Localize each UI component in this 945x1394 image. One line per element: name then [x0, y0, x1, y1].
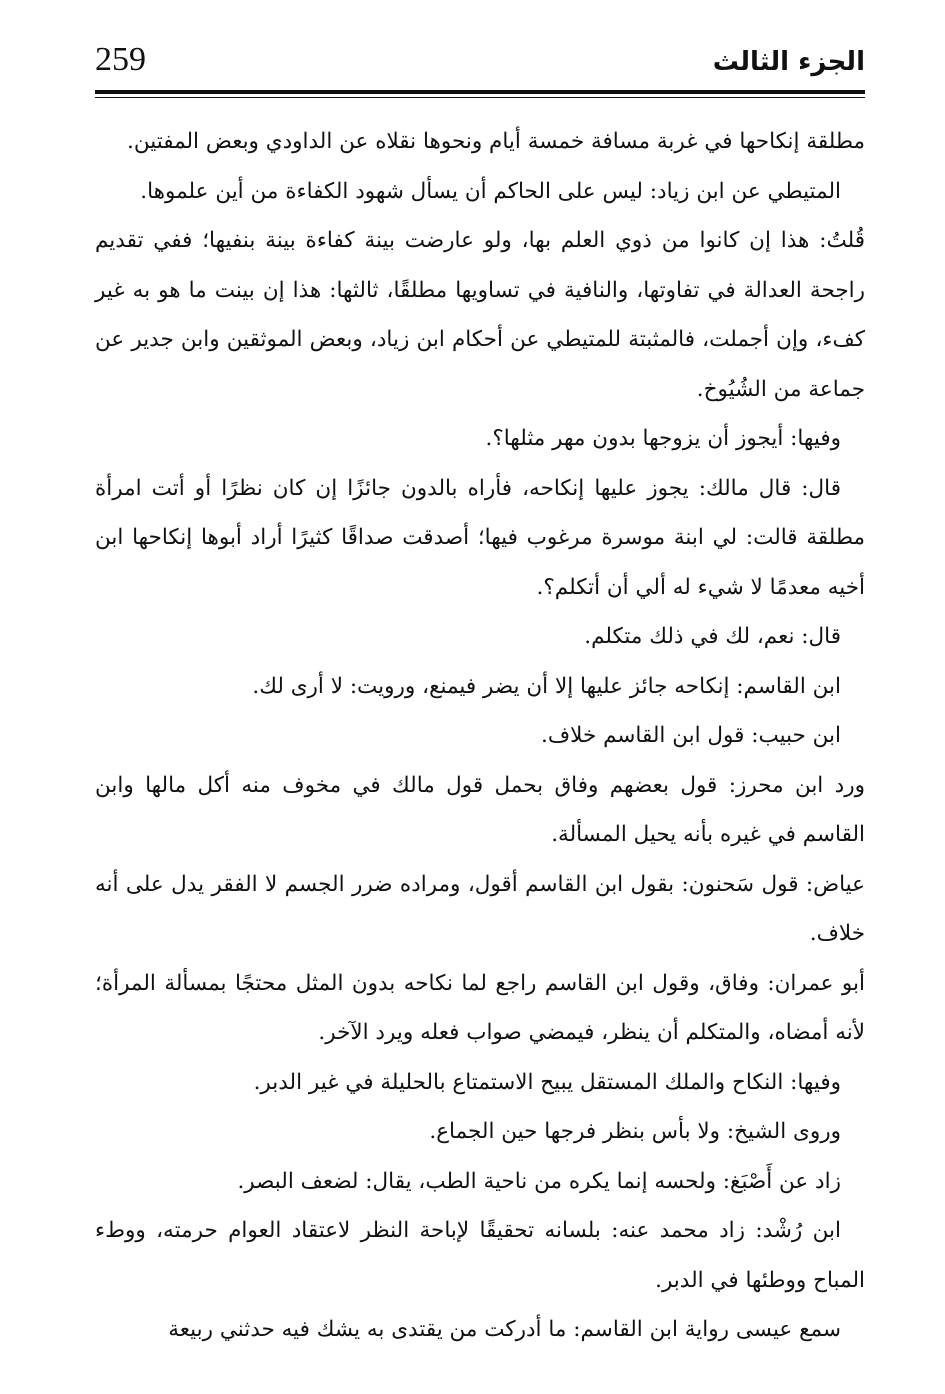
header-rule-thick: [95, 90, 865, 94]
body-text: [95, 117, 865, 1355]
paragraph: قُلتُ: هذا إن كانوا من ذوي العلم بها، ولو عارضت بينة كفاءة بينة بنفيها؛ ففي تقديم راجحة العدالة في تفاوتها، والنافية في تساويها مطلقًا، ثالثها: هذا إن بينت ما هو به غير كفء، وإن أجملت، فالمثبتة للمتيطي عن أحكام ابن زياد، وبعض الموثقين وابن جدير عن جماعة من الشُيُوخ.: [95, 228, 865, 402]
running-head: الجزء الثالث: [712, 47, 865, 77]
paragraph: ابن حبيب: قول ابن القاسم خلاف.: [541, 723, 841, 748]
paragraph: وفيها: النكاح والملك المستقل يبيح الاستمتاع بالحليلة في غير الدبر.: [253, 1069, 841, 1095]
paragraph: أبو عمران: وفاق، وقول ابن القاسم راجع لما نكاحه بدون المثل محتجًا بمسألة المرأة؛ لأنه أمضاه، والمتكلم أن ينظر، فيمضي صواب فعله ويرد الآخر.: [95, 970, 865, 1045]
paragraph: وفيها: أيجوز أن يزوجها بدون مهر مثلها؟.: [485, 426, 841, 451]
page-header: [95, 38, 865, 94]
paragraph: قال: قال مالك: يجوز عليها إنكاحه، فأراه بالدون جائزًا إن كان نظرًا أو أتت امرأة مطلقة قالت: لي ابنة موسرة مرغوب فيها؛ أصدقت صداقًا كثيرًا أراد أبوها إنكاحها ابن أخيه معدمًا لا شيء له ألي أن أتكلم؟.: [95, 475, 865, 600]
paragraph: قال: نعم، لك في ذلك متكلم.: [584, 624, 841, 649]
page-number: 259: [95, 41, 146, 78]
header-rule-thin: [95, 97, 865, 98]
paragraph: ابن القاسم: إنكاحه جائز عليها إلا أن يضر فيمنع، ورويت: لا أرى لك.: [252, 673, 841, 699]
paragraph: زاد عن أَصْبَغ: ولحسه إنما يكره من ناحية الطب، يقال: لضعف البصر.: [237, 1168, 841, 1194]
paragraph: ابن رُشْد: زاد محمد عنه: بلسانه تحقيقًا لإباحة النظر لاعتقاد العوام حرمته، ووطء المباح ووطئها في الدبر.: [95, 1218, 865, 1293]
paragraph: المتيطي عن ابن زياد: ليس على الحاكم أن يسأل شهود الكفاءة من أين علموها.: [140, 178, 841, 204]
paragraph: ورد ابن محرز: قول بعضهم وفاق بحمل قول مالك في مخوف منه أكل مالها وابن القاسم في غيره بأنه يحيل المسألة.: [95, 772, 865, 847]
paragraph: مطلقة إنكاحها في غربة مسافة خمسة أيام ونحوها نقلاه عن الداودي وبعض المفتين.: [127, 129, 865, 154]
paragraph: سمع عيسى رواية ابن القاسم: ما أدركت من يقتدى به يشك فيه حدثني ربيعة: [168, 1317, 841, 1342]
paragraph: عياض: قول سَحنون: بقول ابن القاسم أقول، ومراده ضرر الجسم لا الفقر يدل على أنه خلاف.: [95, 871, 865, 946]
paragraph: وروى الشيخ: ولا بأس بنظر فرجها حين الجماع.: [429, 1119, 841, 1144]
